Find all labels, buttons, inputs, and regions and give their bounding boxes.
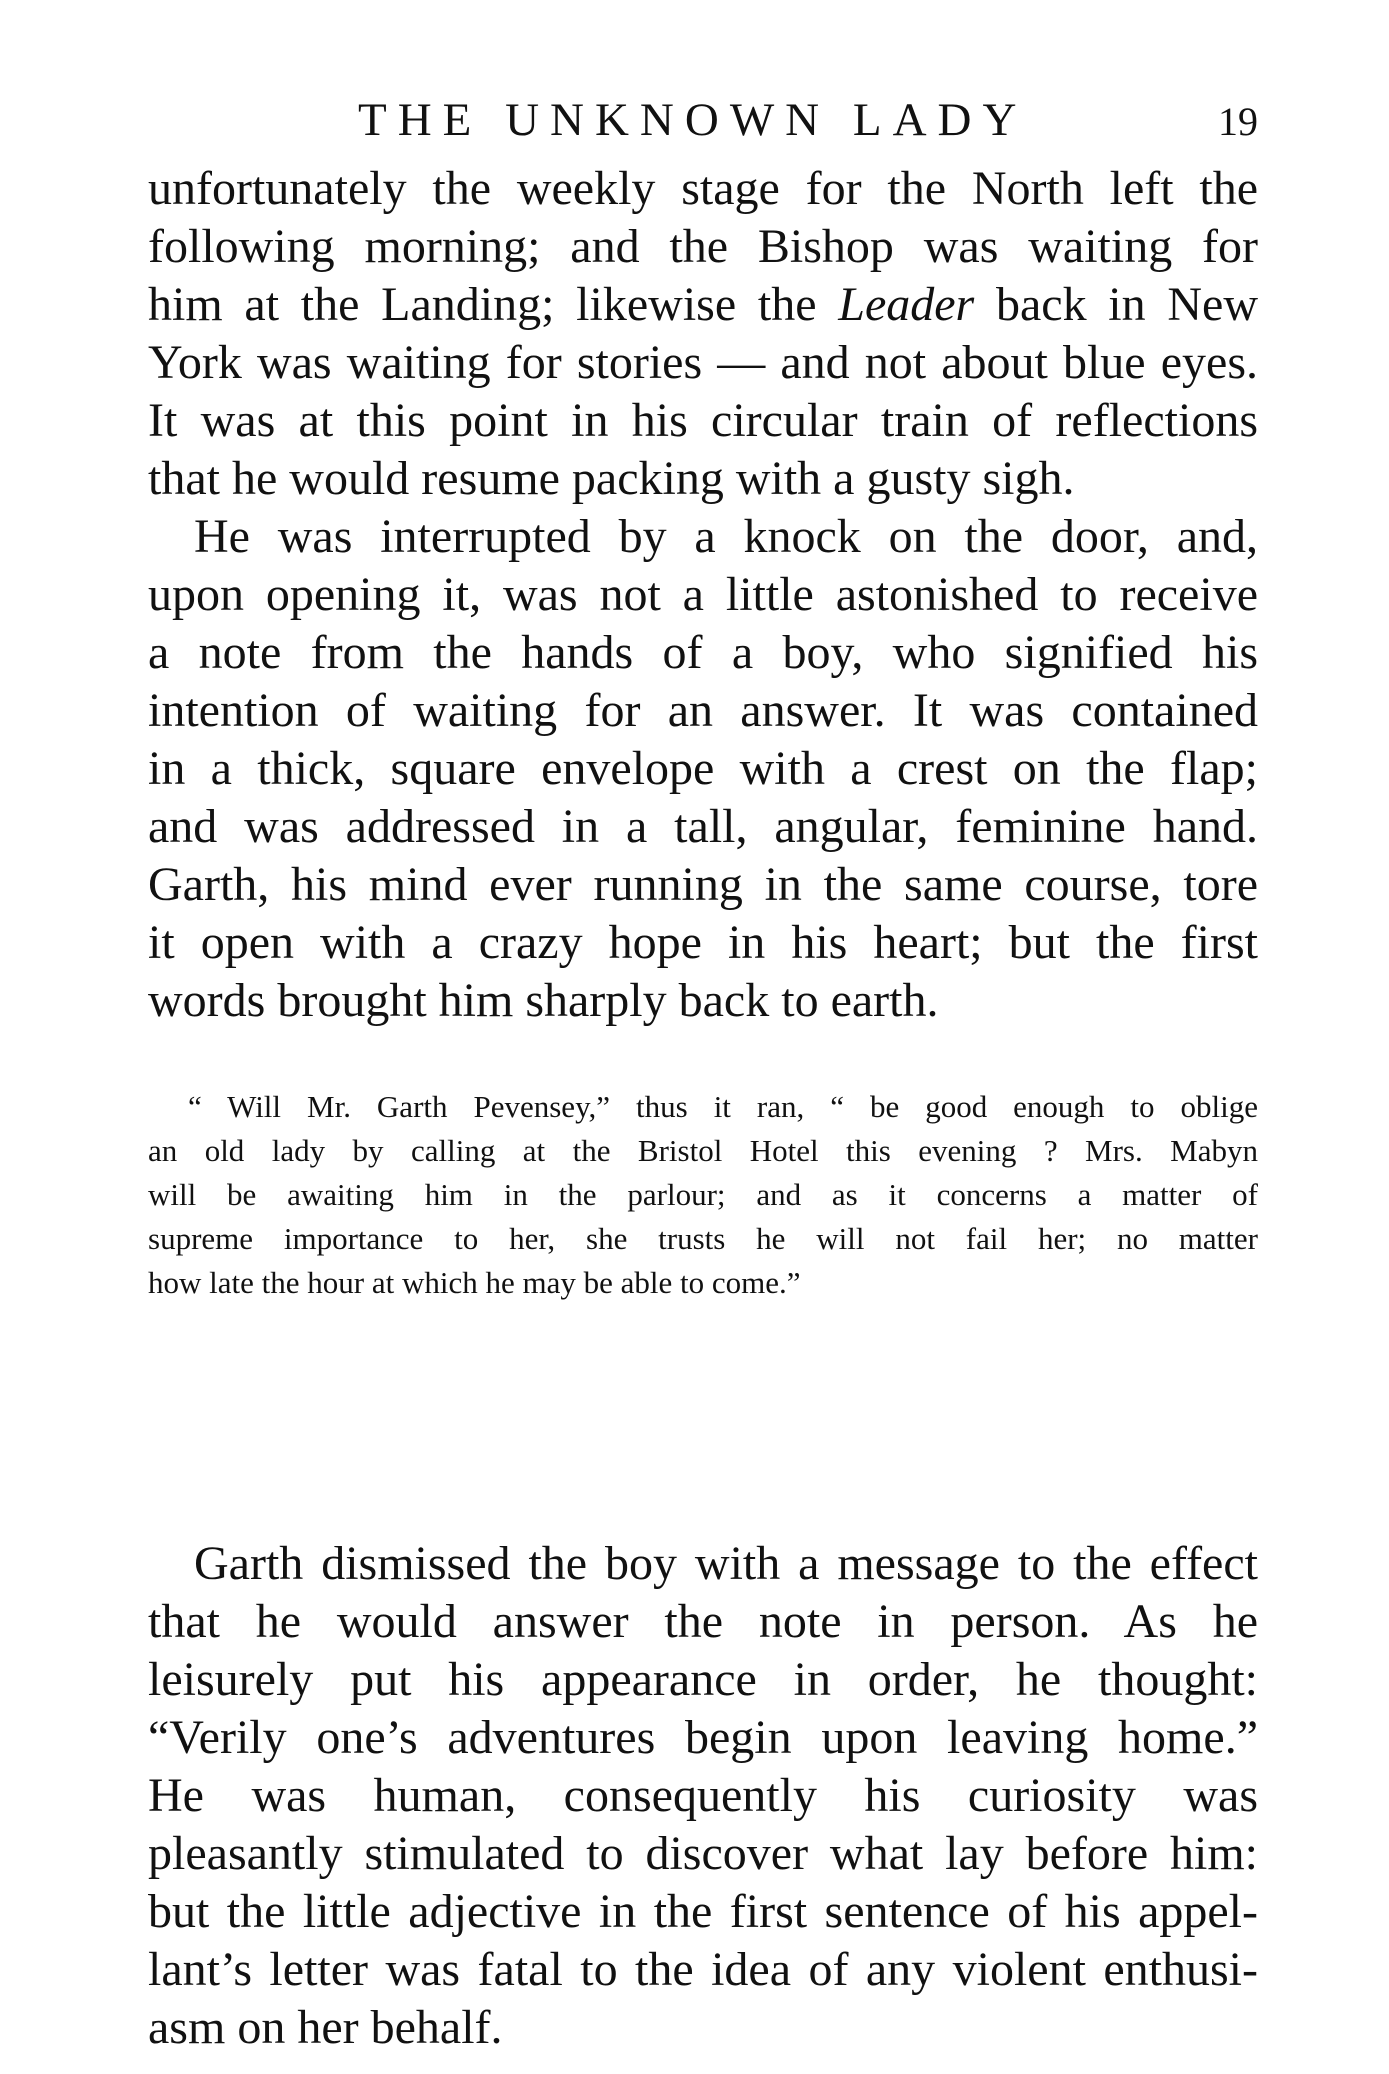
text-line: that he would resume packing with a gusty sigh. [148,452,1075,505]
text-line: that he would answer the note in person. As he [148,1595,1258,1648]
newspaper-title: Leader [838,278,975,331]
text-line: “Verily one’s adventures begin upon leaving home.” [148,1711,1258,1764]
text-line: It was at this point in his circular train of reflections [148,394,1258,447]
text-line: following morning; and the Bishop was waiting for [148,220,1258,273]
text-line: lant’s letter was fatal to the idea of any violent enthusi- [148,1943,1258,1996]
text-line: leisurely put his appearance in order, he thought: [148,1653,1258,1706]
paragraph-continued [148,160,1258,1030]
text-line: Garth, his mind ever running in the same course, tore [148,858,1258,911]
text-line: Garth dismissed the boy with a message to the effect [194,1537,1258,1590]
text-line: in a thick, square envelope with a crest on the flap; [148,742,1258,795]
text-line: York was waiting for stories — and not about blue eyes. [148,336,1258,389]
text-line: upon opening it, was not a little astonished to receive [148,568,1258,621]
running-head [148,90,1258,150]
text-line: pleasantly stimulated to discover what lay before him: [148,1827,1258,1880]
page-number: 19 [1218,99,1258,144]
text-line: it open with a crazy hope in his heart; but the first [148,916,1258,969]
text-line: unfortunately the weekly stage for the North left the [148,162,1258,215]
text-segment: him at the Landing; likewise the [148,278,839,331]
text-line: but the little adjective in the first sentence of his appel- [148,1885,1258,1938]
letter-line: “ Will Mr. Garth Pevensey,” thus it ran, “ be good enough to oblige [188,1089,1258,1124]
text-line [148,276,1258,334]
running-title: THE UNKNOWN LADY [358,94,1028,146]
text-line: He was interrupted by a knock on the door, and, [194,510,1258,563]
letter-line: supreme importance to her, she trusts he will not fail her; no matter [148,1221,1258,1256]
text-line: intention of waiting for an answer. It was contained [148,684,1258,737]
text-line: He was human, consequently his curiosity was [148,1769,1258,1822]
paragraph [148,1535,1258,2057]
text-line: a note from the hands of a boy, who signified his [148,626,1258,679]
text-segment: back in New [974,278,1259,331]
text-line: words brought him sharply back to earth. [148,974,939,1027]
quoted-letter [148,1085,1258,1305]
letter-line: how late the hour at which he may be able to come.” [148,1265,801,1300]
letter-line: an old lady by calling at the Bristol Hotel this evening ? Mrs. Mabyn [148,1133,1258,1168]
text-line: asm on her behalf. [148,2001,503,2054]
text-line: and was addressed in a tall, angular, feminine hand. [148,800,1258,853]
letter-line: will be awaiting him in the parlour; and as it concerns a matter of [148,1177,1258,1212]
